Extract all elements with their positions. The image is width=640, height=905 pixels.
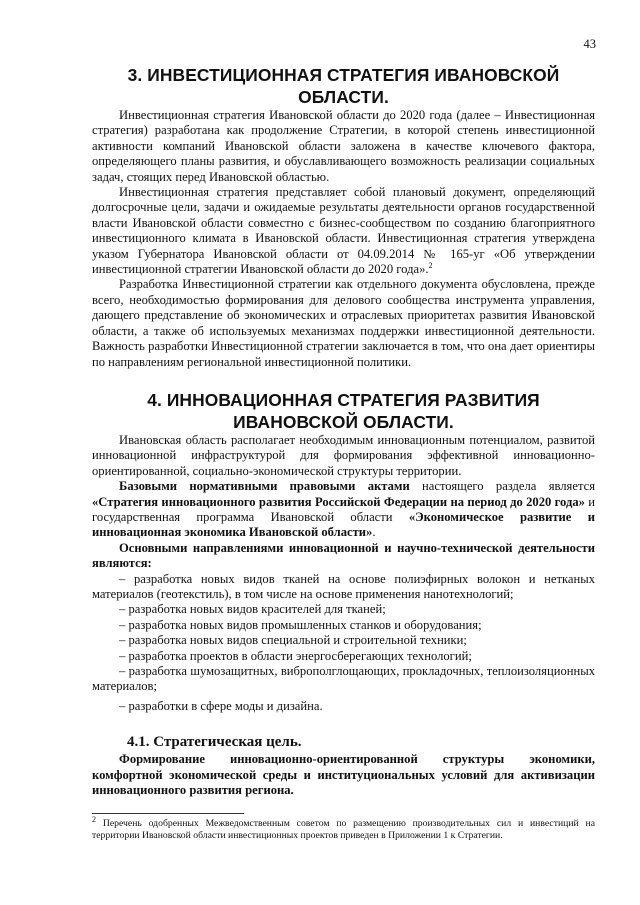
section-3-paragraph-2	[92, 185, 595, 277]
footnote-separator	[92, 813, 244, 814]
section-3-paragraph-3: Разработка Инвестиционной стратегии как отдельного документа обусловлена, прежде всего, необходимостью формирования для делового сообщества инструмента управления, дающего представление об экономических и отраслевых приоритетах развития Ивановской области, а также об используемых механизмах поддержки инвестиционной деятельности. Важность разработки Инвестиционной стратегии заключается в том, что она дает ориентиры по направлениям региональной инвестиционной политики.	[92, 277, 595, 369]
program-name: «Экономическое развитие и инновационная экономика Ивановской области»	[92, 509, 595, 540]
direction-item: – разработка новых видов промышленных станков и оборудования;	[119, 617, 482, 632]
section-4-paragraph-2	[92, 479, 595, 541]
section-3-paragraph-1: Инвестиционная стратегия Ивановской области до 2020 года (далее – Инвестиционная стратегия) разработана как продолжение Стратегии, в которой степень инвестиционной активности компаний Ивановской области заложена в качестве ключевого фактора, определяющего планы развития, и обуславливающего возможность реализации социальных задач, стоящих перед Ивановской областью.	[92, 108, 595, 184]
section-4-title-line1: 4. ИННОВАЦИОННАЯ СТРАТЕГИЯ РАЗВИТИЯ	[147, 389, 540, 410]
strategy-name: «Стратегия инновационного развития Российской Федерации на период до 2020 года»	[92, 494, 585, 509]
section-4-paragraph-1: Ивановская область располагает необходимым инновационным потенциалом, развитой инновационной инфраструктурой для формирования эффективной инновационно-ориентированной, социально-экономической структуры территории.	[92, 432, 595, 478]
strategic-goal-text: Формирование инновационно-ориентированной структуры экономики, комфортной экономической среды и институциональных условий для активизации инновационного развития региона.	[92, 752, 595, 798]
basic-acts-text: настоящего раздела является	[409, 479, 595, 494]
direction-item: – разработка новых видов красителей для тканей;	[119, 602, 386, 617]
direction-item: – разработка проектов в области энергосберегающих технологий;	[119, 648, 472, 663]
strategic-goal	[92, 752, 595, 798]
section-4-title	[92, 389, 595, 433]
footnote	[92, 814, 595, 842]
footnote-reference: 2	[428, 260, 433, 270]
footnote-marker: 2	[92, 814, 96, 824]
subsection-4-1-title: 4.1. Стратегическая цель.	[127, 734, 302, 751]
directions-heading	[92, 541, 595, 572]
page-content	[92, 64, 595, 798]
direction-item: – разработка новых видов специальной и строительной техники;	[119, 633, 467, 648]
page-number: 43	[583, 37, 596, 51]
basic-acts-label: Базовыми нормативными правовыми актами	[119, 479, 410, 494]
section-3-title-line1: 3. ИНВЕСТИЦИОННАЯ СТРАТЕГИЯ ИВАНОВСКОЙ	[127, 65, 560, 85]
footnote-text: Перечень одобренных Межведомственным советом по размещению производительных сил и инвестиций на территории Ивановской области инвестиционных проектов приведен в Приложении 1 к Стратегии.	[92, 818, 595, 842]
section-3-title-line2: ОБЛАСТИ.	[298, 87, 389, 107]
directions-heading-text: Основными направлениями инновационной и научно-технической деятельности являются:	[92, 540, 595, 571]
direction-item: – разработки в сфере моды и дизайна.	[119, 698, 323, 713]
program-end: .	[372, 525, 376, 540]
program-text: и государственная программа Ивановской области	[92, 494, 596, 524]
direction-item: – разработка новых видов тканей на основе полиэфирных волокон и нетканых материалов (геотекстиль), в том числе на основе применения нанотехнологий;	[92, 571, 595, 601]
section-3-paragraph-2-text: Инвестиционная стратегия представляет собой плановый документ, определяющий долгосрочные цели, задачи и ожидаемые результаты деятельности органов государственной власти Ивановской области совместно с бизнес-сообществом по созданию благоприятного инвестиционного климата в Ивановской области. Инвестиционная стратегия утверждена указом Губернатора Ивановской области от 04.09.2014 № 165-уг «Об утверждении инвестиционной стратегии Ивановской области до 2020 года».	[92, 185, 595, 277]
section-3-title	[92, 64, 595, 108]
direction-item: – разработка шумозащитных, виброполглощающих, прокладочных, теплоизоляционных материалов;	[92, 664, 595, 694]
section-4-title-line2: ИВАНОВСКОЙ ОБЛАСТИ.	[233, 411, 454, 432]
